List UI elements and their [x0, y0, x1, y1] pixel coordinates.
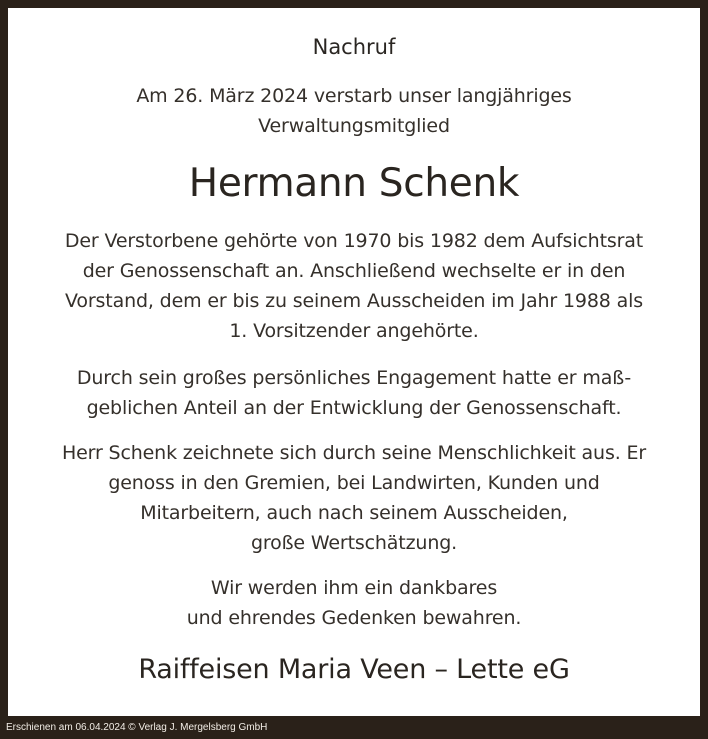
publication-footer: Erschienen am 06.04.2024 © Verlag J. Mergelsberg GmbH — [6, 722, 268, 733]
closing-line-1: Wir werden ihm ein dankbares — [210, 577, 498, 599]
paragraph2-line-2: geblichen Anteil an der Entwicklung der Genossenschaft. — [86, 397, 622, 419]
organization-signature: Raiffeisen Maria Veen – Lette eG — [138, 654, 570, 685]
paragraph3-line-4: große Wertschätzung. — [250, 532, 458, 554]
paragraph1-line-2: der Genossenschaft an. Anschließend wechselte er in den — [82, 260, 626, 282]
notice-title: Nachruf — [312, 35, 396, 59]
paragraph1-line-4: 1. Vorsitzender angehörte. — [229, 320, 479, 342]
paragraph3-line-1: Herr Schenk zeichnete sich durch seine Menschlichkeit aus. Er — [61, 442, 646, 464]
deceased-name: Hermann Schenk — [188, 161, 520, 206]
intro-line-2: Verwaltungsmitglied — [258, 115, 450, 137]
paragraph2-line-1: Durch sein großes persönliches Engagement hatte er maß- — [76, 367, 632, 389]
intro-line-1: Am 26. März 2024 verstarb unser langjähriges — [136, 85, 572, 107]
paragraph1-line-3: Vorstand, dem er bis zu seinem Ausscheiden im Jahr 1988 als — [65, 290, 643, 312]
paragraph3-line-3: Mitarbeitern, auch nach seinem Ausscheiden, — [140, 502, 568, 524]
obituary-card — [8, 8, 700, 716]
paragraph3-line-2: genoss in den Gremien, bei Landwirten, Kunden und — [108, 472, 600, 494]
closing-line-2: und ehrendes Gedenken bewahren. — [186, 607, 522, 629]
paragraph1-line-1: Der Verstorbene gehörte von 1970 bis 1982 dem Aufsichtsrat — [64, 230, 644, 252]
